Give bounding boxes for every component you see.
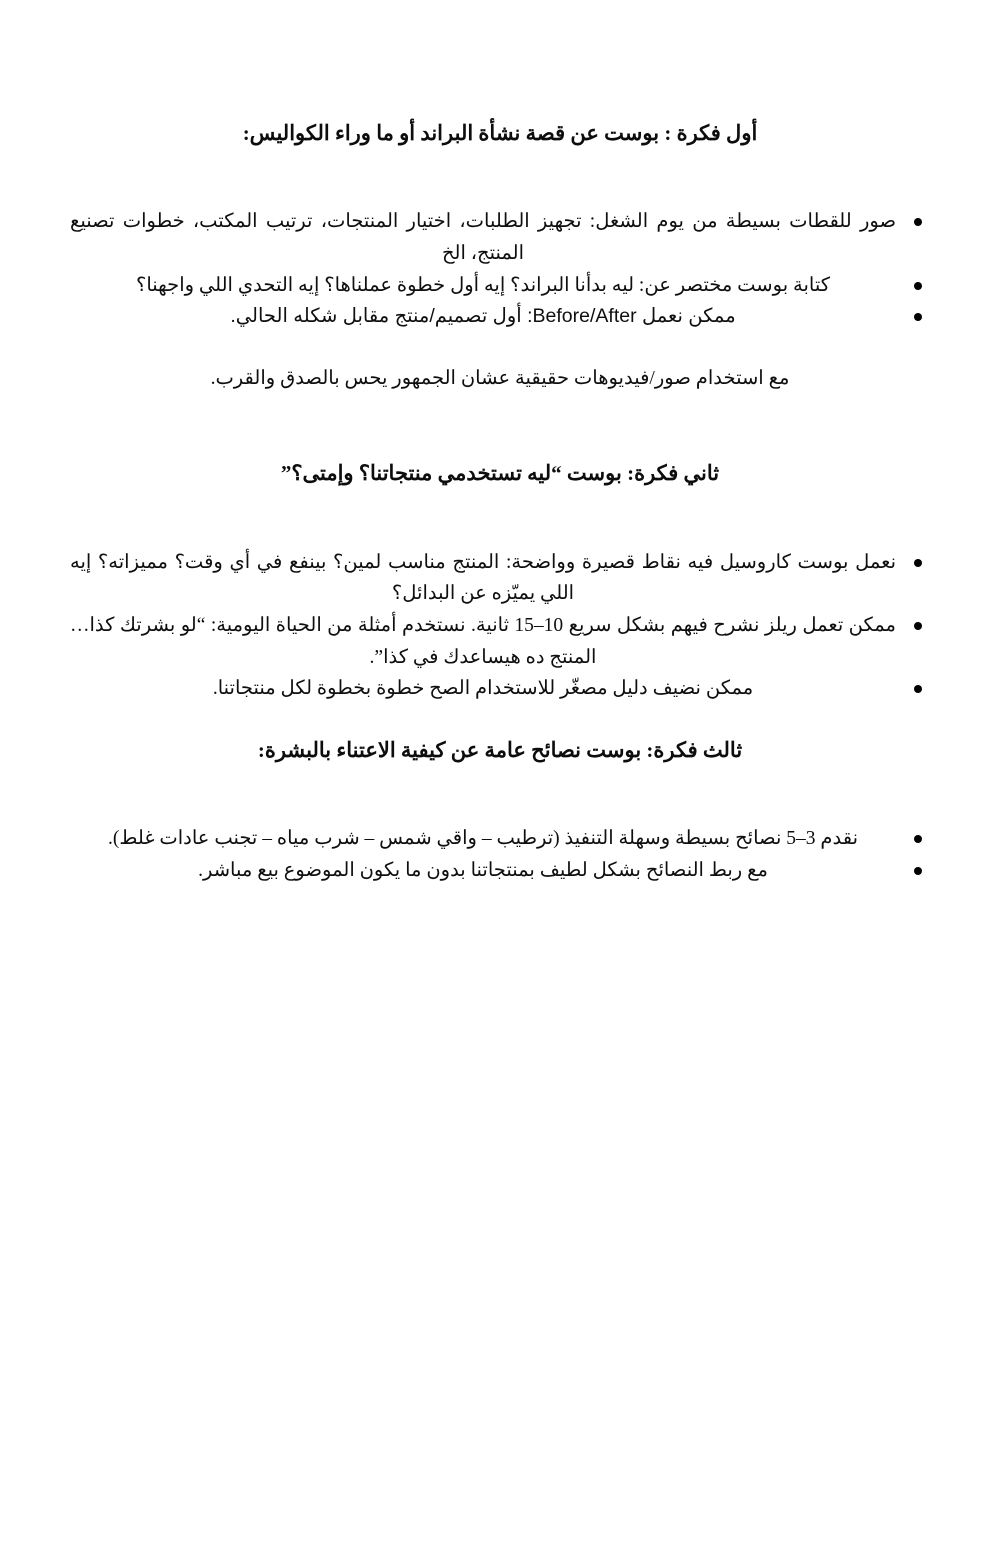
list-item-text: نقدم 3–5 نصائح بسيطة وسهلة التنفيذ (ترطيب – واقي شمس – شرب مياه – تجنب عادات غلط). (108, 828, 858, 850)
spacer (70, 489, 930, 547)
list-item (70, 206, 930, 269)
spacer (70, 394, 930, 458)
list-item (70, 823, 930, 855)
list-item-text: ممكن نعمل Before/After: أول تصميم/منتج مقابل شكله الحالي. (230, 305, 736, 328)
section-1-heading: أول فكرة : بوست عن قصة نشأة البراند أو ما وراء الكواليس: (242, 121, 758, 145)
document-body (70, 118, 930, 886)
list-item-text: صور للقطات بسيطة من يوم الشغل: تجهيز الطلبات، اختيار المنتجات، ترتيب المكتب، خطوات تصنيع المنتج، الخ (70, 211, 896, 265)
section-1-bullet-list (70, 206, 930, 332)
section-2-bullet-list (70, 547, 930, 705)
list-item (70, 270, 930, 302)
section-2 (70, 458, 930, 488)
list-item (70, 301, 930, 333)
list-item (70, 673, 930, 705)
section-3 (70, 735, 930, 765)
list-item-text: ممكن نضيف دليل مصغّر للاستخدام الصح خطوة بخطوة لكل منتجاتنا. (212, 678, 754, 700)
list-item (70, 547, 930, 610)
section-1-paragraph: مع استخدام صور/فيديوهات حقيقية عشان الجمهور يحس بالصدق والقرب. (210, 367, 790, 389)
spacer (70, 705, 930, 735)
spacer (70, 148, 930, 206)
section-3-bullet-list (70, 823, 930, 886)
section-3-heading: ثالث فكرة: بوست نصائح عامة عن كيفية الاعتناء بالبشرة: (257, 737, 743, 762)
list-item (70, 610, 930, 673)
section-2-heading: ثاني فكرة: بوست “ليه تستخدمي منتجاتنا؟ وإمتى؟” (280, 461, 720, 486)
list-item-text: كتابة بوست مختصر عن: ليه بدأنا البراند؟ إيه أول خطوة عملناها؟ إيه التحدي اللي واجهنا؟ (135, 274, 831, 296)
spacer (70, 333, 930, 363)
list-item (70, 855, 930, 887)
list-item-text: ممكن تعمل ريلز نشرح فيهم بشكل سريع 10–15 ثانية. نستخدم أمثلة من الحياة اليومية: “لو بشرتك كذا… المنتج ده هيساعدك في كذا”. (70, 614, 896, 668)
spacer (70, 765, 930, 823)
list-item-text: نعمل بوست كاروسيل فيه نقاط قصيرة وواضحة: المنتج مناسب لمين؟ بينفع في أي وقت؟ مميزاته؟ إيه اللي يميّزه عن البدائل؟ (70, 551, 896, 605)
list-item-text: مع ربط النصائح بشكل لطيف بمنتجاتنا بدون ما يكون الموضوع بيع مباشر. (198, 859, 768, 881)
section-1 (70, 118, 930, 148)
